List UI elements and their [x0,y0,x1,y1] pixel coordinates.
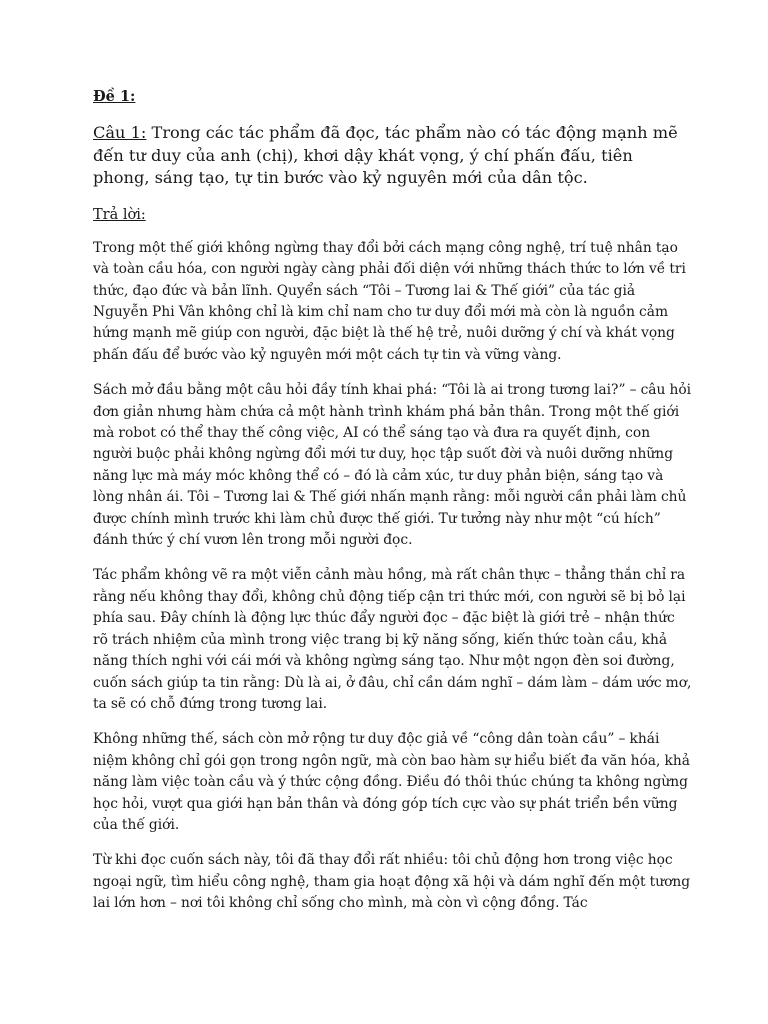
question-label: Câu 1: [93,123,147,142]
paragraph-4: Không những thế, sách còn mở rộng tư duy độc giả về “công dân toàn cầu” – khái niệm không chỉ gói gọn trong ngôn ngữ, mà còn bao hàm sự hiểu biết đa văn hóa, khả năng làm việc toàn cầu và ý thức cộng đồng. Điều đó thôi thúc chúng ta không ngừng học hỏi, vượt qua giới hạn bản thân và đóng góp tích cực vào sự phát triển bền vững của thế giới. [93,731,690,833]
question-text: Trong các tác phẩm đã đọc, tác phẩm nào có tác động mạnh mẽ đến tư duy của anh (chị), khơi dậy khát vọng, ý chí phấn đấu, tiên phong, sáng tạo, tự tin bước vào kỷ nguyên mới của dân tộc. [93,123,678,188]
paragraph-2: Sách mở đầu bằng một câu hỏi đầy tính khai phá: “Tôi là ai trong tương lai?” – câu hỏi đơn giản nhưng hàm chứa cả một hành trình khám phá bản thân. Trong một thế giới mà robot có thể thay thế công việc, AI có thể sáng tạo và đưa ra quyết định, con người buộc phải không ngừng đổi mới tư duy, học tập suốt đời và nuôi dưỡng những năng lực mà máy móc không thể có – đó là cảm xúc, tư duy phản biện, sáng tạo và lòng nhân ái. Tôi – Tương lai & Thế giới nhấn mạnh rằng: mỗi người cần phải làm chủ được chính mình trước khi làm chủ được thế giới. Tư tưởng này như một “cú hích” đánh thức ý chí vươn lên trong mỗi người đọc. [93,382,692,549]
paragraph-5: Từ khi đọc cuốn sách này, tôi đã thay đổi rất nhiều: tôi chủ động hơn trong việc học ngoại ngữ, tìm hiểu công nghệ, tham gia hoạt động xã hội và dám nghĩ đến một tương lai lớn hơn – nơi tôi không chỉ sống cho mình, mà còn vì cộng đồng. Tác [93,852,691,912]
document-body [93,86,693,929]
paragraph-1: Trong một thế giới không ngừng thay đổi bởi cách mạng công nghệ, trí tuệ nhân tạo và toàn cầu hóa, con người ngày càng phải đối diện với những thách thức to lớn về tri thức, đạo đức và bản lĩnh. Quyển sách “Tôi – Tương lai & Thế giới” của tác giả Nguyễn Phi Vân không chỉ là kim chỉ nam cho tư duy đổi mới mà còn là nguồn cảm hứng mạnh mẽ giúp con người, đặc biệt là thế hệ trẻ, nuôi dưỡng ý chí và khát vọng phấn đấu để bước vào kỷ nguyên mới một cách tự tin và vững vàng. [93,239,686,363]
answer-label: Trả lời: [93,206,146,223]
question-1 [93,122,693,190]
paragraph-3: Tác phẩm không vẽ ra một viễn cảnh màu hồng, mà rất chân thực – thẳng thắn chỉ ra rằng nếu không thay đổi, không chủ động tiếp cận tri thức mới, con người sẽ bị bỏ lại phía sau. Đây chính là động lực thúc đẩy người đọc – đặc biệt là giới trẻ – nhận thức rõ trách nhiệm của mình trong việc trang bị kỹ năng sống, kiến thức toàn cầu, khả năng thích nghi với cái mới và không ngừng sáng tạo. Như một ngọn đèn soi đường, cuốn sách giúp ta tin rằng: Dù là ai, ở đâu, chỉ cần dám nghĩ – dám làm – dám ước mơ, ta sẽ có chỗ đứng trong tương lai. [93,567,692,712]
exam-heading: Đề 1: [93,88,136,105]
